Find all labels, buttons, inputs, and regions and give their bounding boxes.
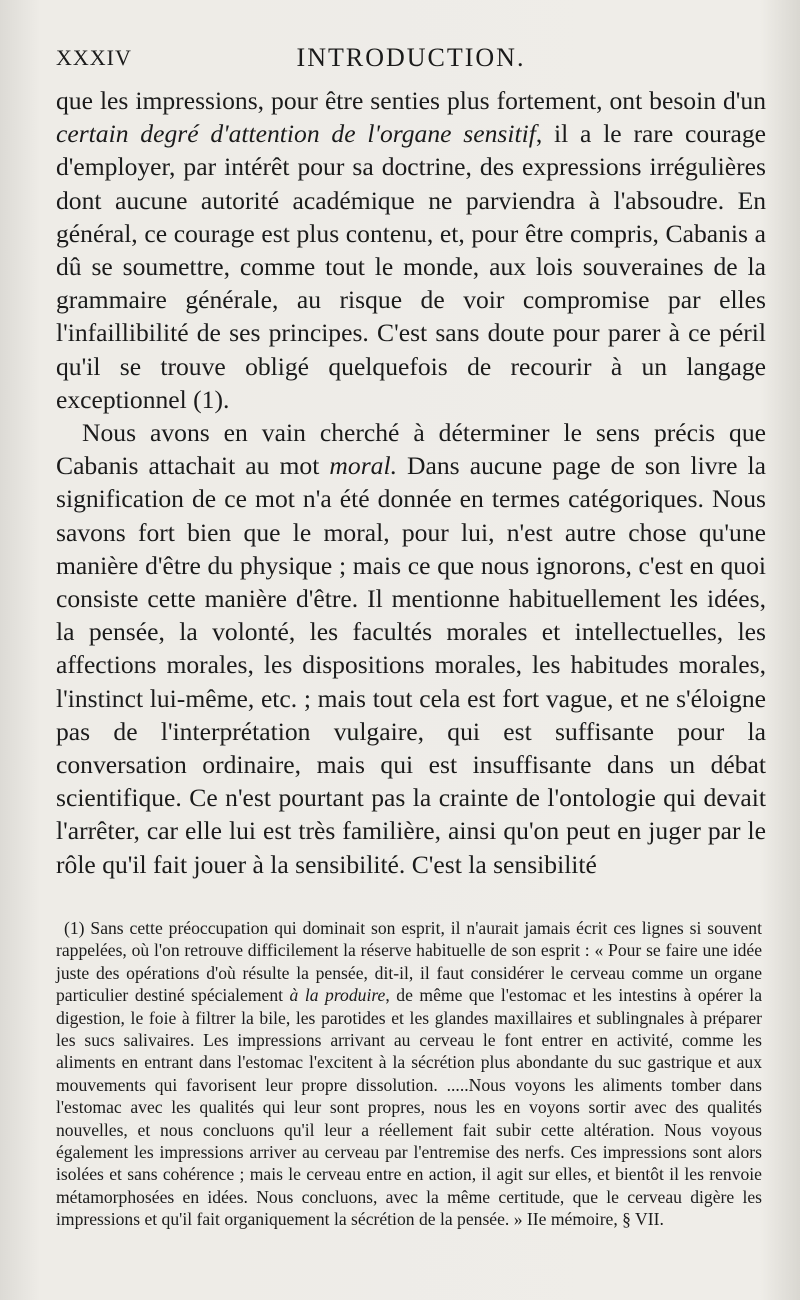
p2-text-a: Nous avons en vain cherché à déterminer le sens précis que Cabanis attachait au mot: [56, 418, 766, 481]
paragraph-2: [56, 416, 766, 881]
fn-text-a: (1) Sans cette préoccupation qui dominait son esprit, il n'aurait jamais écrit ces lignes si souvent rappelées, où l'on retrouve difficilement la réserve habituelle de son esprit : « Pour se faire une idée juste des opérations d'où résulte la pensée, dit-il, il faut considérer le cerveau comme un organe particulier destiné spécialement: [56, 917, 762, 1006]
running-title: INTRODUCTION.: [296, 43, 526, 72]
fn-text-b: , de même que l'estomac et les intestins à opérer la digestion, le foie à filtrer la bile, les parotides et les glandes maxillaires et sublingnales à préparer les sucs salivaires. Les impressions arrivant au cerveau le font entrer en activité, comme les aliments en entrant dans l'estomac l'excitent à la sécrétion plus abondante du suc gastrique et aux mouvements qui favorisent leur propre dissolution. .....Nous voyons les aliments tomber dans l'estomac avec les qualités qui leur sont propres, nous les en voyons sortir avec des qualités nouvelles, et nous concluons qu'il leur a réellement fait subir cette altération. Nous voyous également les impressions arriver au cerveau par l'entremise des nerfs. Ces impressions sont alors isolées et sans cohérence ; mais le cerveau entre en action, il agit sur elles, et bientôt il les renvoie métamorphosées en idées. Nous concluons, avec la même certitude, que le cerveau digère les impressions et qu'il fait organiquement la sécrétion de la pensée. » IIe mémoire, § VII.: [56, 985, 762, 1230]
p2-italic: moral.: [329, 451, 397, 481]
page-header: [56, 32, 766, 84]
footnote-separator: [56, 881, 766, 917]
footnote: [56, 917, 762, 1231]
footnote-paragraph: [56, 917, 762, 1231]
p1-text-a: que les impressions, pour être senties plus fortement, ont besoin d'un: [56, 86, 766, 115]
paragraph-1: [56, 84, 766, 416]
main-text: [56, 84, 766, 881]
p1-italic: certain degré d'attention de l'organe sensitif: [56, 119, 536, 149]
p1-text-b: , il a le rare courage d'employer, par intérêt pour sa doctrine, des expressions irrégulières dont aucune autorité académique ne parviendra à l'absoudre. En général, ce courage est plus contenu, et, pour être compris, Cabanis a dû se soumettre, comme tout le monde, aux lois souveraines de la grammaire générale, au risque de voir compromise par elles l'infaillibilité de ses principes. C'est sans doute pour parer à ce péril qu'il se trouve obligé quelquefois de recourir à un langage exceptionnel (1).: [56, 119, 767, 414]
p2-text-b: Dans aucune page de son livre la signification de ce mot n'a été donnée en termes catégoriques. Nous savons fort bien que le moral, pour lui, n'est autre chose qu'une manière d'être du physique ; mais ce que nous ignorons, c'est en quoi consiste cette manière d'être. Il mentionne habituellement les idées, la pensée, la volonté, les facultés morales et intellectuelles, les affections morales, les dispositions morales, les habitudes morales, l'instinct lui-même, etc. ; mais tout cela est fort vague, et ne s'éloigne pas de l'interprétation vulgaire, qui est suffisante pour la conversation ordinaire, mais qui est insuffisante dans un débat scientifique. Ce n'est pourtant pas la crainte de l'ontologie qui devait l'arrêter, car elle lui est très familière, ainsi qu'on peut en juger par le rôle qu'il fait jouer à la sensibilité. C'est la sensibilité: [56, 451, 766, 879]
page-number: XXXIV: [56, 45, 132, 70]
fn-italic: à la produire: [289, 985, 386, 1006]
